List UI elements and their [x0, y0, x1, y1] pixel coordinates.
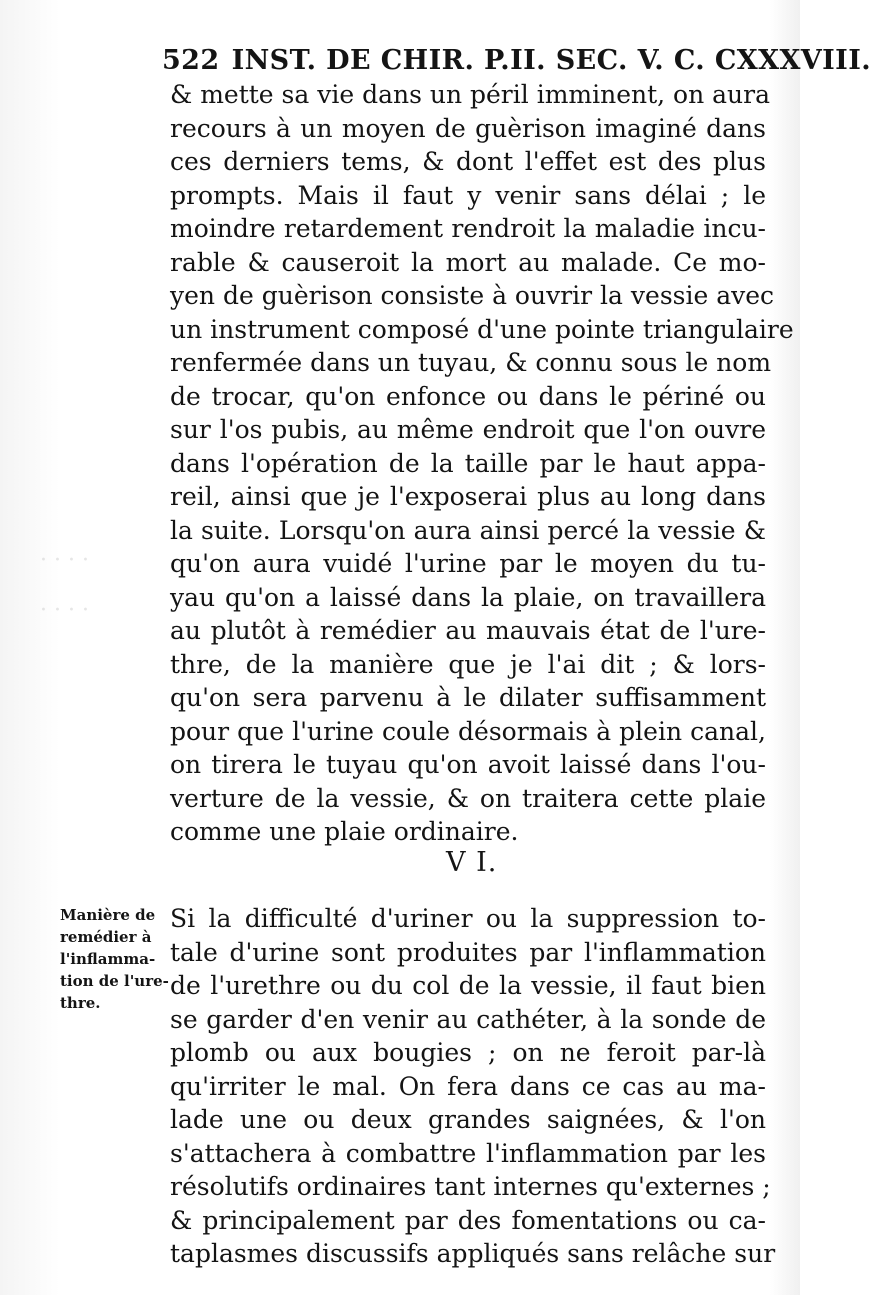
show-through-ink: · · · · [40, 548, 89, 573]
text-line: au plutôt à remédier au mauvais état de l'ure- [170, 616, 766, 645]
paragraph-section-vi [170, 902, 776, 1271]
text-line: se garder d'en venir au cathéter, à la sonde de [170, 1004, 766, 1034]
text-line: lade une ou deux grandes saignées, & l'on [170, 1105, 766, 1134]
text-line: rable & causeroit la mort au malade. Ce mo- [170, 247, 766, 277]
text-line: taplasmes discussifs appliqués sans relâche sur [170, 1239, 776, 1268]
margin-note-line: tion de l'ure- [60, 972, 169, 990]
text-line: qu'on sera parvenu à le dilater suffisamment [170, 683, 766, 712]
text-line: de trocar, qu'on enfonce ou dans le périné ou [170, 381, 766, 411]
text-line: prompts. Mais il faut y venir sans délai ; le [170, 180, 766, 210]
text-line: sur l'os pubis, au même endroit que l'on ouvre [170, 415, 766, 444]
text-line: yen de guèrison consiste à ouvrir la vessie avec [170, 281, 775, 310]
text-line: de l'urethre ou du col de la vessie, il faut bien [170, 971, 766, 1000]
text-line: résolutifs ordinaires tant internes qu'externes ; [170, 1172, 771, 1201]
text-line: un instrument composé d'une pointe triangulaire [170, 314, 794, 344]
margin-note [60, 904, 178, 1014]
show-through-ink: · · · · [40, 598, 89, 623]
text-line: reil, ainsi que je l'exposerai plus au long dans [170, 482, 766, 511]
text-line: & mette sa vie dans un péril imminent, on aura [170, 80, 770, 109]
margin-note-line: Manière de [60, 906, 156, 924]
text-line: comme une plaie ordinaire. [170, 817, 519, 846]
text-line: ces derniers tems, & dont l'effet est des plus [170, 147, 766, 176]
text-line: & principalement par des fomentations ou ca- [170, 1205, 766, 1235]
text-line: tale d'urine sont produites par l'inflammation [170, 937, 766, 967]
margin-note-line: thre. [60, 994, 101, 1012]
text-line: qu'on aura vuidé l'urine par le moyen du tu- [170, 549, 766, 578]
text-line: la suite. Lorsqu'on aura ainsi percé la vessie & [170, 515, 766, 545]
text-line: verture de la vessie, & on traitera cette plaie [170, 783, 766, 813]
text-line: pour que l'urine coule désormais à plein canal, [170, 716, 766, 746]
text-line: yau qu'on a laissé dans la plaie, on travaillera [170, 582, 766, 612]
text-line: qu'irriter le mal. On fera dans ce cas au ma- [170, 1071, 766, 1101]
text-line: on tirera le tuyau qu'on avoit laissé dans l'ou- [170, 750, 766, 779]
margin-note-line: l'inflamma- [60, 950, 156, 968]
paragraph-continuation [170, 78, 794, 849]
margin-note-line: remédier à [60, 928, 152, 946]
text-line: dans l'opération de la taille par le haut appa- [170, 448, 766, 478]
running-header [162, 44, 871, 78]
section-number: V I. [446, 847, 498, 878]
text-line: s'attachera à combattre l'inflammation par les [170, 1138, 766, 1168]
text-line: thre, de la manière que je l'ai dit ; & lors- [170, 649, 766, 679]
text-line: Si la difficulté d'uriner ou la suppression to- [170, 904, 766, 933]
text-line: plomb ou aux bougies ; on ne feroit par-là [170, 1038, 766, 1067]
running-title: INST. DE CHIR. P.II. SEC. V. C. CXXXVIII. [231, 45, 871, 76]
text-line: renfermée dans un tuyau, & connu sous le nom [170, 348, 772, 377]
text-line: recours à un moyen de guèrison imaginé dans [170, 113, 766, 143]
page-number: 522 [162, 45, 220, 76]
text-line: moindre retardement rendroit la maladie incu- [170, 214, 766, 243]
